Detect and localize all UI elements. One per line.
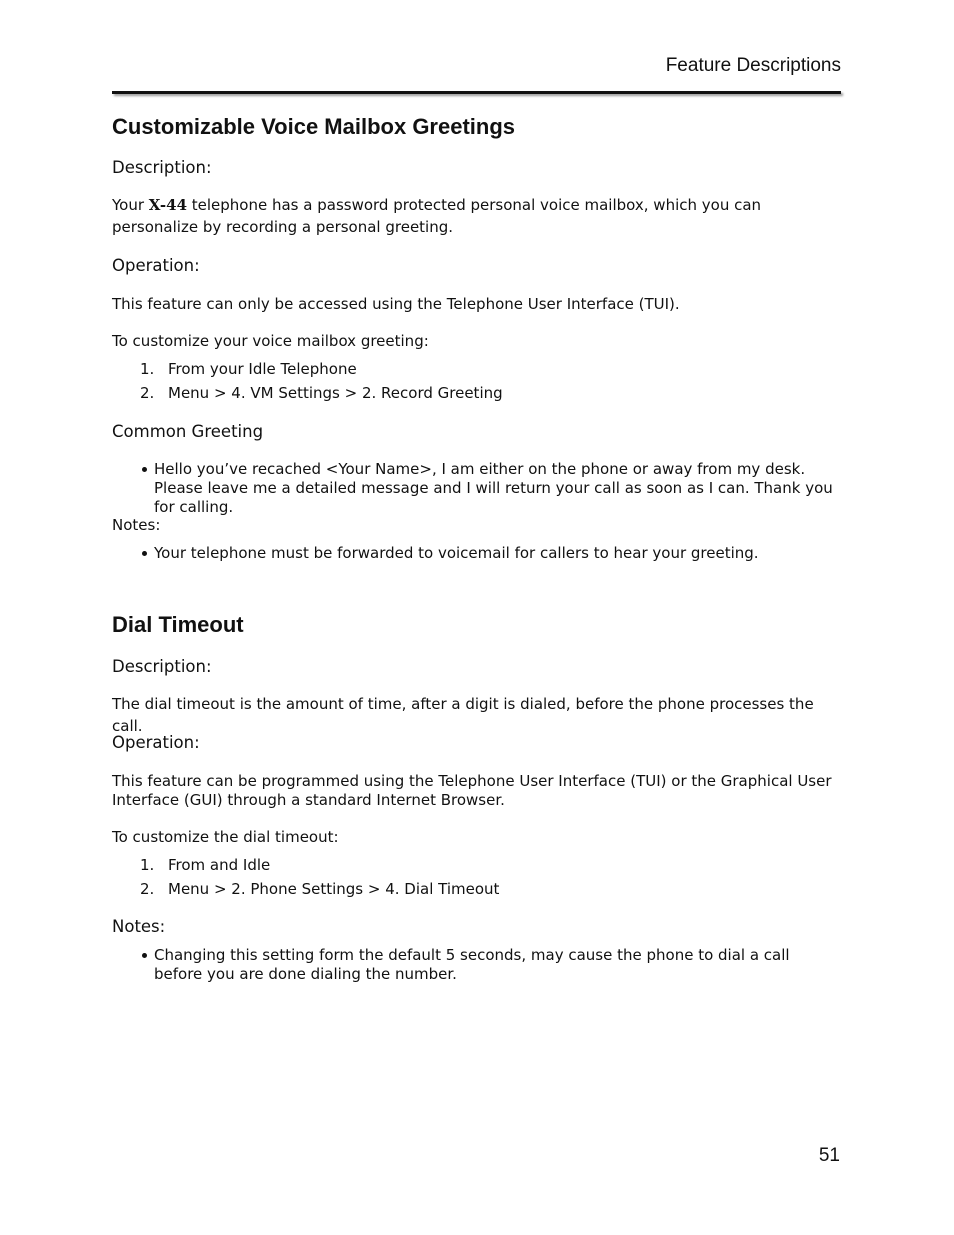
header-rule (112, 91, 841, 94)
list-item (112, 460, 842, 517)
step-item (112, 853, 499, 877)
note-text: Changing this setting form the default 5 seconds, may cause the phone to dial a call before you are done dialing the number. (154, 946, 790, 983)
notes-label: Notes: (112, 917, 166, 936)
steps-intro: To customize your voice mailbox greeting: (112, 332, 429, 350)
operation-paragraph: This feature can be programmed using the Telephone User Interface (TUI) or the Graphical User Interface (GUI) through a standard Internet Browser. (112, 772, 832, 809)
common-greeting-list (112, 460, 842, 517)
operation-label: Operation: (112, 256, 200, 275)
step-text: Menu > 2. Phone Settings > 4. Dial Timeout (168, 880, 500, 898)
step-text: From and Idle (168, 856, 271, 874)
page-number: 51 (818, 1145, 840, 1166)
notes-list (112, 544, 842, 563)
greeting-text: Hello you’ve recached <Your Name>, I am either on the phone or away from my desk. Please leave me a detailed message and I will return your call as soon as I can. Thank you for calling. (154, 460, 833, 516)
bullet-icon (142, 551, 147, 556)
steps-list (112, 853, 499, 901)
step-number: 2. (140, 880, 155, 898)
bullet-icon (142, 467, 147, 472)
note-text: Your telephone must be forwarded to voicemail for callers to hear your greeting. (154, 544, 759, 562)
description-prefix: Your (112, 196, 149, 214)
operation-paragraph: This feature can only be accessed using the Telephone User Interface (TUI). (112, 295, 680, 313)
list-item (112, 544, 842, 563)
section-title-dial-timeout: Dial Timeout (112, 612, 244, 637)
notes-label: Notes: (112, 516, 161, 534)
model-name: X-44 (148, 196, 187, 214)
description-suffix: telephone has a password protected personal voice mailbox, which you can personalize by recording a personal greeting. (112, 196, 762, 236)
notes-list (112, 946, 842, 984)
step-number: 2. (140, 384, 155, 402)
running-header: Feature Descriptions (665, 55, 841, 76)
step-item (112, 877, 499, 901)
step-text: From your Idle Telephone (168, 360, 357, 378)
bullet-icon (142, 953, 147, 958)
list-item (112, 946, 842, 984)
description-label: Description: (112, 158, 212, 177)
steps-intro: To customize the dial timeout: (112, 828, 339, 846)
operation-label: Operation: (112, 733, 200, 752)
step-number: 1. (140, 360, 155, 378)
steps-list (112, 357, 503, 405)
common-greeting-label: Common Greeting (112, 422, 264, 441)
description-paragraph (112, 194, 842, 238)
step-text: Menu > 4. VM Settings > 2. Record Greeting (168, 384, 503, 402)
step-item (112, 381, 503, 405)
section-title-voice-mailbox-greetings: Customizable Voice Mailbox Greetings (112, 114, 516, 139)
step-item (112, 357, 503, 381)
description-paragraph: The dial timeout is the amount of time, after a digit is dialed, before the phone processes the call. (112, 695, 814, 735)
description-label: Description: (112, 657, 212, 676)
step-number: 1. (140, 856, 155, 874)
